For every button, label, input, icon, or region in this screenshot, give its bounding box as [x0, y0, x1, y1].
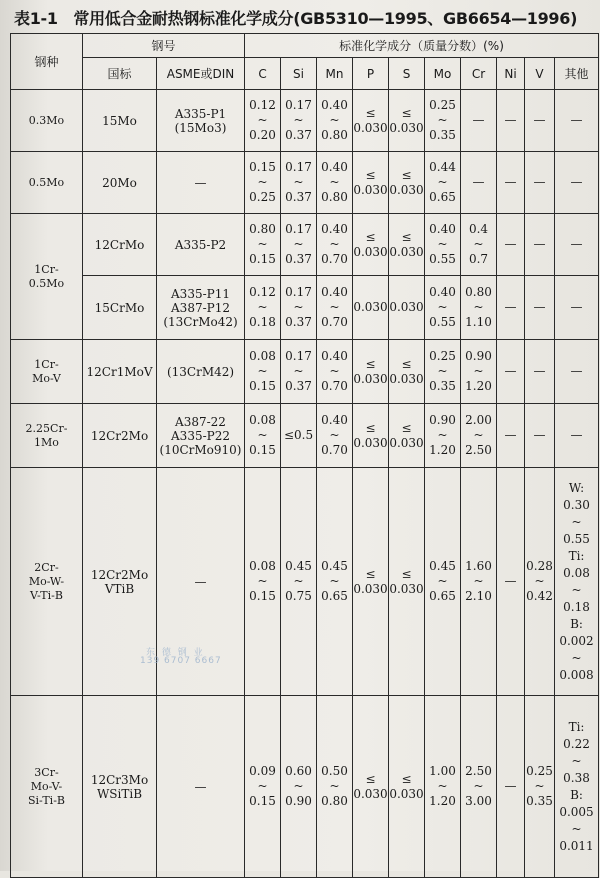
- element-value-cell: 0.90 ~ 1.20: [461, 340, 497, 404]
- element-value-cell: 0.17 ~ 0.37: [281, 340, 317, 404]
- watermark-name: 东 德 钢 业: [146, 648, 205, 658]
- steel-type-cell: 3Cr- Mo-V- Si-Ti-B: [11, 696, 83, 878]
- element-value-cell: —: [497, 152, 525, 214]
- element-value-cell: 0.50 ~ 0.80: [317, 696, 353, 878]
- composition-table: [10, 33, 599, 878]
- element-value-cell: ≤ 0.030: [389, 340, 425, 404]
- element-value-cell: 0.80 ~ 1.10: [461, 276, 497, 340]
- element-value-cell: —: [525, 152, 555, 214]
- element-value-cell: 0.40 ~ 0.70: [317, 340, 353, 404]
- element-value-cell: 0.28 ~ 0.42: [525, 468, 555, 696]
- steel-type-cell: 0.3Mo: [11, 90, 83, 152]
- element-value-cell: 0.12 ~ 0.20: [245, 90, 281, 152]
- element-value-cell: ≤ 0.030: [389, 404, 425, 468]
- element-value-cell: 0.17 ~ 0.37: [281, 214, 317, 276]
- steel-type-cell: 0.5Mo: [11, 152, 83, 214]
- steel-type-cell: 1Cr- 0.5Mo: [11, 214, 83, 340]
- national-grade-cell: 12Cr1MoV: [83, 340, 157, 404]
- element-value-cell: 0.030: [353, 276, 389, 340]
- header-national: 国标: [83, 58, 157, 90]
- header-element: Mn: [317, 58, 353, 90]
- table-row: [11, 468, 599, 696]
- element-value-cell: 0.80 ~ 0.15: [245, 214, 281, 276]
- element-value-cell: —: [497, 214, 525, 276]
- header-element: P: [353, 58, 389, 90]
- element-value-cell: 0.030: [389, 276, 425, 340]
- element-value-cell: 0.40 ~ 0.80: [317, 152, 353, 214]
- element-value-cell: 0.40 ~ 0.70: [317, 276, 353, 340]
- element-value-cell: ≤ 0.030: [353, 340, 389, 404]
- element-value-cell: —: [555, 152, 599, 214]
- asme-grade-cell: —: [157, 152, 245, 214]
- asme-grade-cell: (13CrM42): [157, 340, 245, 404]
- element-value-cell: 0.4 ~ 0.7: [461, 214, 497, 276]
- element-value-cell: —: [525, 276, 555, 340]
- element-value-cell: ≤ 0.030: [389, 152, 425, 214]
- element-value-cell: W: 0.30 ~ 0.55 Ti: 0.08 ~ 0.18 B: 0.002 ~ 0.008: [555, 468, 599, 696]
- element-value-cell: ≤ 0.030: [353, 90, 389, 152]
- element-value-cell: ≤ 0.030: [353, 468, 389, 696]
- element-value-cell: —: [525, 90, 555, 152]
- element-value-cell: —: [555, 404, 599, 468]
- element-value-cell: —: [461, 152, 497, 214]
- table-row: [11, 214, 599, 276]
- table-row: [11, 404, 599, 468]
- national-grade-cell: 20Mo: [83, 152, 157, 214]
- element-value-cell: —: [555, 276, 599, 340]
- element-value-cell: —: [525, 340, 555, 404]
- table-row: [11, 340, 599, 404]
- header-element: C: [245, 58, 281, 90]
- header-element: Ni: [497, 58, 525, 90]
- element-value-cell: 0.12 ~ 0.18: [245, 276, 281, 340]
- asme-grade-cell: A335-P2: [157, 214, 245, 276]
- element-value-cell: ≤ 0.030: [353, 696, 389, 878]
- header-asme: ASME或DIN: [157, 58, 245, 90]
- element-value-cell: 0.40 ~ 0.55: [425, 276, 461, 340]
- header-element: Mo: [425, 58, 461, 90]
- national-grade-cell: 12Cr2Mo VTiB: [83, 468, 157, 696]
- table-title: 表1-1 常用低合金耐热钢标准化学成分(GB5310—1995、GB6654—1996): [14, 9, 578, 28]
- element-value-cell: —: [525, 214, 555, 276]
- element-value-cell: 0.08 ~ 0.15: [245, 468, 281, 696]
- element-value-cell: —: [461, 90, 497, 152]
- asme-grade-cell: A335-P1 (15Mo3): [157, 90, 245, 152]
- asme-grade-cell: A335-P11 A387-P12 (13CrMo42): [157, 276, 245, 340]
- steel-type-cell: 2Cr- Mo-W- V-Ti-B: [11, 468, 83, 696]
- header-element: Cr: [461, 58, 497, 90]
- element-value-cell: —: [555, 90, 599, 152]
- element-value-cell: ≤ 0.030: [353, 214, 389, 276]
- element-value-cell: 0.45 ~ 0.65: [317, 468, 353, 696]
- element-value-cell: —: [497, 468, 525, 696]
- element-value-cell: ≤ 0.030: [353, 152, 389, 214]
- element-value-cell: 0.17 ~ 0.37: [281, 90, 317, 152]
- header-element: 其他: [555, 58, 599, 90]
- national-grade-cell: 12Cr3Mo WSiTiB: [83, 696, 157, 878]
- element-value-cell: 0.25 ~ 0.35: [525, 696, 555, 878]
- steel-type-cell: 2.25Cr- 1Mo: [11, 404, 83, 468]
- header-grade: 钢号: [83, 34, 245, 58]
- element-value-cell: Ti: 0.22 ~ 0.38 B: 0.005 ~ 0.011: [555, 696, 599, 878]
- element-value-cell: 0.17 ~ 0.37: [281, 276, 317, 340]
- header-composition: 标准化学成分（质量分数）(%): [245, 34, 599, 58]
- asme-grade-cell: —: [157, 468, 245, 696]
- element-value-cell: —: [497, 276, 525, 340]
- element-value-cell: —: [497, 696, 525, 878]
- asme-grade-cell: —: [157, 696, 245, 878]
- steel-type-cell: 1Cr- Mo-V: [11, 340, 83, 404]
- element-value-cell: ≤ 0.030: [389, 468, 425, 696]
- element-value-cell: 0.60 ~ 0.90: [281, 696, 317, 878]
- element-value-cell: 0.40 ~ 0.70: [317, 214, 353, 276]
- element-value-cell: 1.60 ~ 2.10: [461, 468, 497, 696]
- element-value-cell: —: [525, 404, 555, 468]
- element-value-cell: 1.00 ~ 1.20: [425, 696, 461, 878]
- element-value-cell: ≤ 0.030: [389, 696, 425, 878]
- element-value-cell: ≤ 0.030: [353, 404, 389, 468]
- element-value-cell: ≤0.5: [281, 404, 317, 468]
- element-value-cell: 0.45 ~ 0.75: [281, 468, 317, 696]
- header-steel-type: 钢种: [11, 34, 83, 90]
- element-value-cell: 0.40 ~ 0.55: [425, 214, 461, 276]
- element-value-cell: 0.44 ~ 0.65: [425, 152, 461, 214]
- element-value-cell: 0.08 ~ 0.15: [245, 340, 281, 404]
- table-row: [11, 696, 599, 878]
- national-grade-cell: 12CrMo: [83, 214, 157, 276]
- element-value-cell: 2.50 ~ 3.00: [461, 696, 497, 878]
- element-value-cell: 0.15 ~ 0.25: [245, 152, 281, 214]
- element-value-cell: —: [497, 90, 525, 152]
- element-value-cell: —: [497, 404, 525, 468]
- element-value-cell: 0.09 ~ 0.15: [245, 696, 281, 878]
- header-element: Si: [281, 58, 317, 90]
- element-value-cell: 0.08 ~ 0.15: [245, 404, 281, 468]
- header-element: S: [389, 58, 425, 90]
- element-value-cell: 0.45 ~ 0.65: [425, 468, 461, 696]
- element-value-cell: 2.00 ~ 2.50: [461, 404, 497, 468]
- element-value-cell: ≤ 0.030: [389, 214, 425, 276]
- element-value-cell: 0.25 ~ 0.35: [425, 340, 461, 404]
- element-value-cell: 0.40 ~ 0.80: [317, 90, 353, 152]
- element-value-cell: —: [555, 340, 599, 404]
- element-value-cell: —: [555, 214, 599, 276]
- element-value-cell: 0.17 ~ 0.37: [281, 152, 317, 214]
- element-value-cell: 0.25 ~ 0.35: [425, 90, 461, 152]
- watermark-phone: 139 6707 6667: [140, 656, 222, 666]
- national-grade-cell: 15Mo: [83, 90, 157, 152]
- national-grade-cell: 12Cr2Mo: [83, 404, 157, 468]
- element-value-cell: 0.90 ~ 1.20: [425, 404, 461, 468]
- element-value-cell: 0.40 ~ 0.70: [317, 404, 353, 468]
- table-row: [11, 90, 599, 152]
- element-value-cell: —: [497, 340, 525, 404]
- element-value-cell: ≤ 0.030: [389, 90, 425, 152]
- table-row: [11, 276, 599, 340]
- asme-grade-cell: A387-22 A335-P22 (10CrMo910): [157, 404, 245, 468]
- header-element: V: [525, 58, 555, 90]
- table-row: [11, 152, 599, 214]
- national-grade-cell: 15CrMo: [83, 276, 157, 340]
